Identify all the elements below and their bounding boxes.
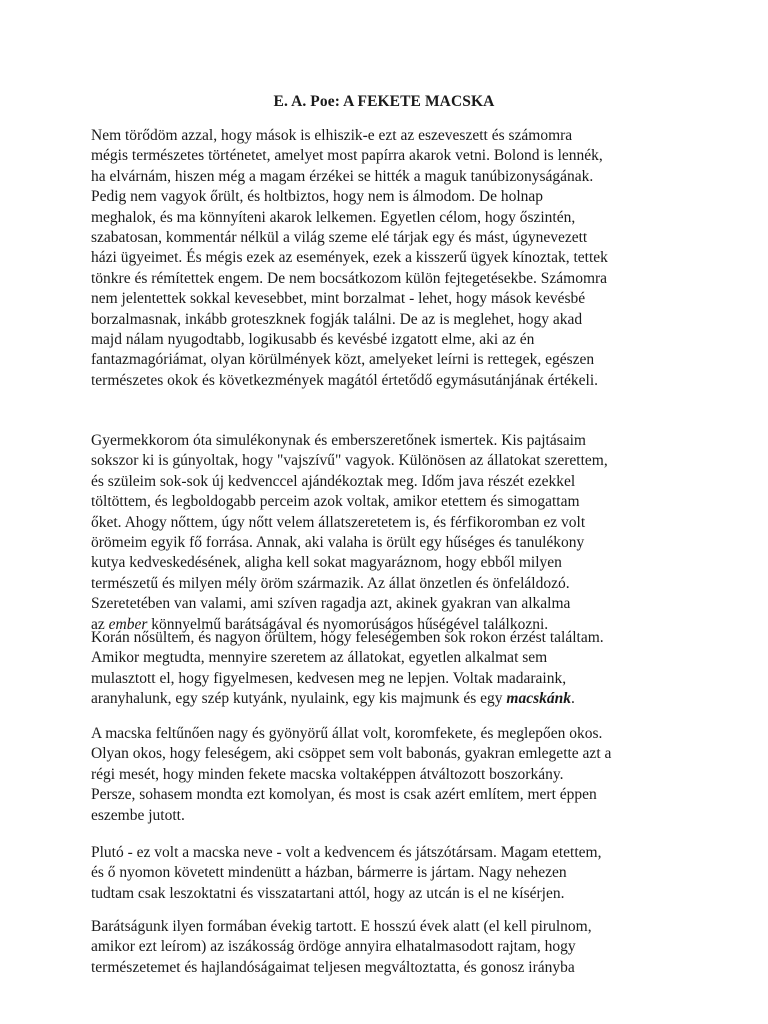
- paragraph-line: majd nálam nyugodtabb, logikusabb és kevésbé izgatott elme, aki az én: [91, 330, 535, 348]
- paragraph-4: [91, 724, 691, 826]
- paragraph-5: [91, 843, 691, 904]
- paragraph-line: Amikor megtudta, mennyire szeretem az állatokat, egyetlen alkalmat sem: [91, 649, 548, 667]
- paragraph-line: természetes okok és következmények magától értetődő egymásutánjának értékeli.: [91, 371, 598, 389]
- paragraph-line: A macska feltűnően nagy és gyönyörű állat volt, koromfekete, és meglepően okos.: [91, 725, 603, 742]
- paragraph-line: Barátságunk ilyen formában évekig tartott. E hosszú évek alatt (el kell pirulnom,: [91, 918, 592, 935]
- paragraph-line: amikor ezt leírom) az iszákosság ördöge annyira elhatalmasodott rajtam, hogy: [91, 938, 576, 956]
- paragraph-line: őket. Ahogy nőttem, úgy nőtt velem állatszeretetem is, és férfikoromban ez volt: [91, 513, 586, 531]
- paragraph-line: Korán nősültem, és nagyon örültem, hogy feleségemben sok rokon érzést találtam.: [91, 629, 604, 646]
- paragraph-line: házi ügyeimet. És mégis ezek az események, ezek a kisszerű ügyek kínoztak, tettek: [91, 249, 608, 267]
- emphasis-ember: ember: [108, 615, 148, 633]
- paragraph-line: tönkre és rémítettek engem. De nem bocsátkozom külön fejtegetésekbe. Számomra: [91, 269, 608, 287]
- paragraph-line: természetemet és hajlandóságaimat teljesen megváltoztatta, és gonosz irányba: [91, 958, 575, 976]
- paragraph-line: mulasztott el, hogy figyelmesen, kedvesen meg ne lepjen. Voltak madaraink,: [91, 669, 567, 687]
- paragraph-line: borzalmasnak, inkább groteszknek fogják találni. De az is meglehet, hogy akad: [91, 310, 583, 328]
- paragraph-line: Nem törődöm azzal, hogy mások is elhiszik-e ezt az eszeveszett és számomra: [91, 127, 573, 144]
- paragraph-line: és ő nyomon követett mindenütt a házban, bármerre is jártam. Nagy nehezen: [91, 864, 567, 882]
- paragraph-line: meghalok, és ma könnyíteni akarok lelkemen. Egyetlen célom, hogy őszintén,: [91, 208, 576, 226]
- paragraph-line: ha elvárnám, hiszen még a magam érzékei se hitték a maguk tanúbizonyságának.: [91, 167, 594, 185]
- paragraph-line: aranyhalunk, egy szép kutyánk, nyulaink, egy kis majmunk és egy macskánk.: [91, 690, 575, 708]
- emphasis-macskank: macskánk: [506, 690, 571, 708]
- paragraph-line: Pedig nem vagyok őrült, és holtbiztos, hogy nem is álmodom. De holnap: [91, 188, 544, 206]
- paragraph-line: Plutó - ez volt a macska neve - volt a kedvencem és játszótársam. Magam etettem,: [91, 844, 602, 861]
- paragraph-line: szabatosan, kommentár nélkül a világ szeme elé tárjak egy és mást, úgynevezett: [91, 228, 588, 246]
- paragraph-line: és szüleim sok-sok új kedvenccel ajándékoztak meg. Időm java részét ezekkel: [91, 472, 576, 490]
- paragraph-line: Olyan okos, hogy feleségem, aki csöppet sem volt babonás, gyakran emlegette azt a: [91, 745, 612, 763]
- paragraph-6: [91, 917, 691, 978]
- paragraph-line: Persze, sohasem mondta ezt komolyan, és most is csak azért említem, mert éppen: [91, 786, 597, 804]
- paragraph-line: örömeim egyik fő forrása. Annak, aki valaha is örült egy hűséges és tanulékony: [91, 533, 585, 551]
- document-title: E. A. Poe: A FEKETE MACSKA: [273, 93, 495, 110]
- paragraph-line: az ember könnyelmű barátságával és nyomorúságos hűségével találkozni.: [91, 615, 549, 633]
- paragraph-line: Gyermekkorom óta simulékonynak és emberszeretőnek ismertek. Kis pajtásaim: [91, 432, 586, 449]
- paragraph-line: töltöttem, és legboldogabb perceim azok voltak, amikor etettem és simogattam: [91, 493, 580, 511]
- paragraph-line: kutya kedveskedésének, aligha kell sokat magyaráznom, hogy ebből milyen: [91, 554, 562, 572]
- paragraph-line: tudtam csak leszoktatni és visszatartani attól, hogy az utcán is el ne kísérjen.: [91, 884, 565, 902]
- paragraph-line: sokszor ki is gúnyoltak, hogy "vajszívű" vagyok. Különösen az állatokat szerettem,: [91, 452, 608, 470]
- paragraph-line: természetű és milyen mély öröm származik. Az állat önzetlen és önfeláldozó.: [91, 574, 570, 592]
- paragraph-1: [91, 126, 691, 391]
- paragraph-line: régi mesét, hogy minden fekete macska voltaképpen átváltozott boszorkány.: [91, 765, 564, 783]
- paragraph-line: nem jelentettek sokkal kevesebbet, mint borzalmat - lehet, hogy mások kevésbé: [91, 290, 586, 308]
- paragraph-line: Szeretetében van valami, ami szíven ragadja azt, akinek gyakran van alkalma: [91, 595, 571, 613]
- paragraph-2: [91, 431, 691, 635]
- paragraph-line: fantazmagóriámat, olyan körülmények közt, amelyeket leírni is rettegek, egészen: [91, 351, 595, 369]
- paragraph-3: [91, 628, 691, 710]
- paragraph-line: eszembe jutott.: [91, 806, 185, 824]
- paragraph-line: mégis természetes történetet, amelyet most papírra akarok vetni. Bolond is lennék,: [91, 147, 603, 165]
